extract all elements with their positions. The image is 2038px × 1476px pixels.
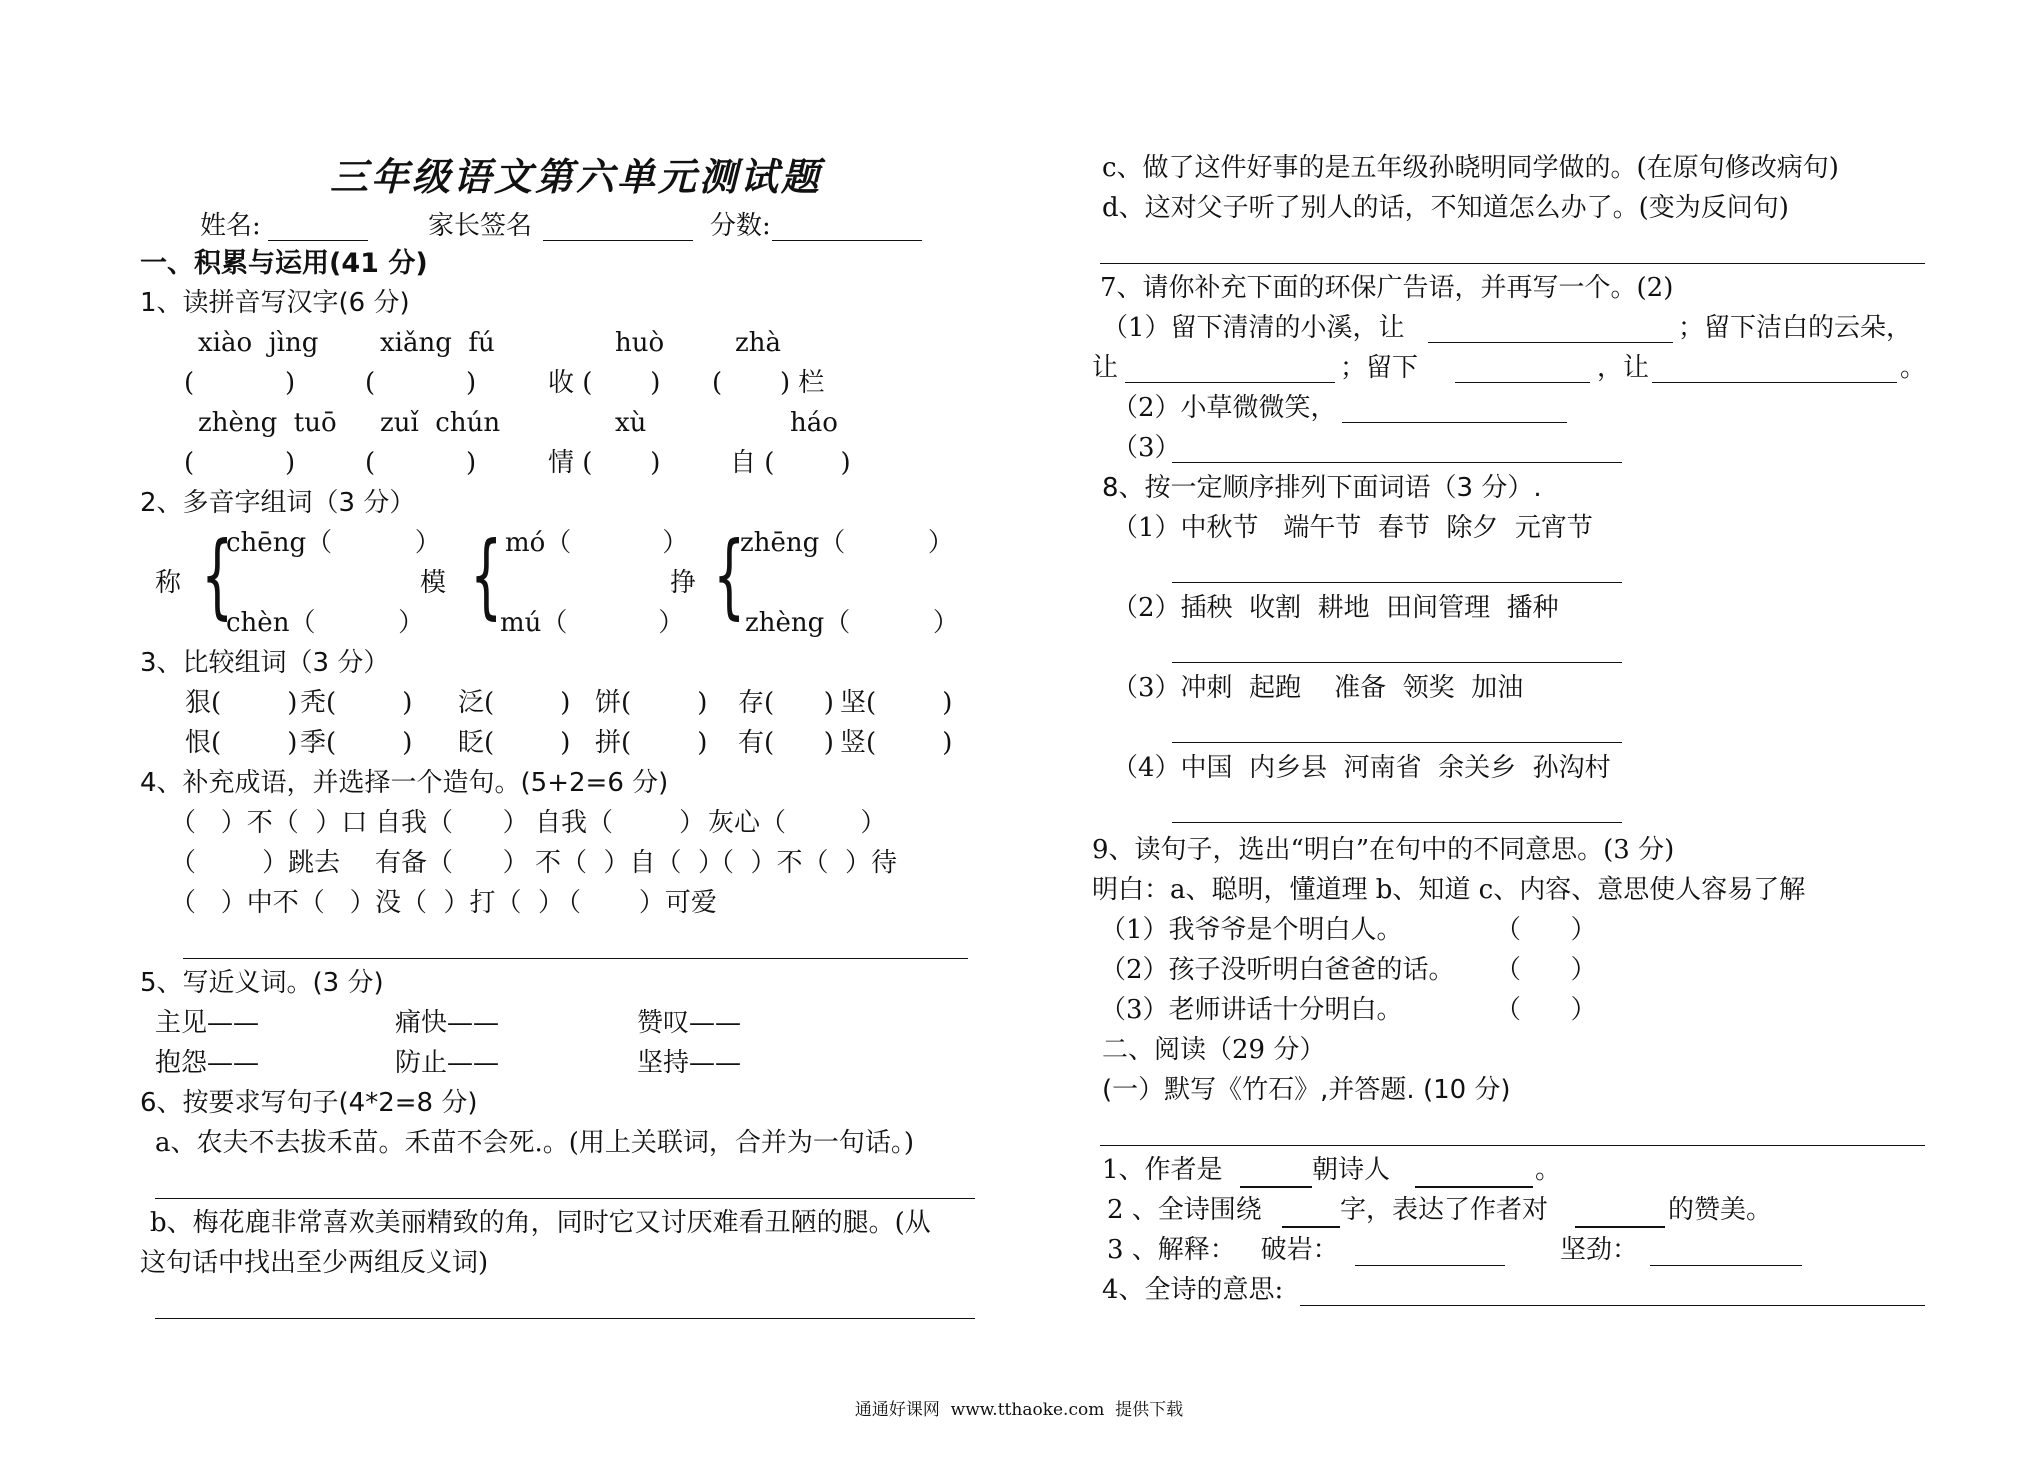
brace-icon: { — [201, 522, 234, 629]
q7-blank[interactable] — [1172, 462, 1622, 463]
q3-item[interactable]: 竖( ) — [840, 728, 953, 758]
q4-idiom[interactable]: 不（ ）自（ ） — [535, 848, 725, 878]
poem-answer-line[interactable] — [1100, 1145, 1925, 1146]
q3-item[interactable]: 饼( ) — [595, 688, 708, 718]
q7-line1-cont: ；留下洁白的云朵， — [1678, 313, 1913, 343]
part2-sub1: (一）默写《竹石》,并答题. (10 分) — [1102, 1075, 1511, 1105]
q7-title: 7、请你补充下面的环保广告语，并再写一个。(2) — [1100, 273, 1674, 303]
p2-q2-cont: 字，表达了作者对 — [1340, 1195, 1549, 1225]
q2-reading[interactable]: chēng（ ） — [226, 528, 441, 558]
q8-item: （1）中秋节 端午节 春节 除夕 元宵节 — [1112, 513, 1593, 543]
q8-answer-line[interactable] — [1172, 822, 1622, 823]
q2-reading[interactable]: zhèng（ ） — [745, 608, 959, 638]
q5-word[interactable]: 痛快—— — [395, 1008, 500, 1038]
q2-title: 2、多音字组词（3 分） — [140, 488, 416, 518]
q1-pinyin: háo — [790, 408, 838, 438]
q4-idiom[interactable]: 自我（ ） — [375, 808, 529, 838]
q3-item[interactable]: 狠( ) — [185, 688, 298, 718]
q1-pinyin: zhà — [735, 328, 781, 358]
q7-blank[interactable] — [1455, 382, 1590, 383]
p2-blank[interactable] — [1240, 1186, 1312, 1188]
q8-item: （2）插秧 收割 耕地 田间管理 播种 — [1112, 593, 1559, 623]
q2-char: 称 — [155, 568, 182, 598]
page-title: 三年级语文第六单元测试题 — [330, 154, 823, 199]
q1-answer-box[interactable]: ( ) 栏 — [712, 368, 825, 398]
score-blank[interactable] — [772, 240, 922, 241]
q3-title: 3、比较组词（3 分） — [140, 648, 390, 678]
q6-title: 6、按要求写句子(4*2=8 分) — [140, 1088, 478, 1118]
q1-answer-box[interactable]: 情 ( ) — [548, 448, 661, 478]
q1-pinyin: xiǎng fú — [380, 328, 495, 358]
p2-q2: 2 、全诗围绕 — [1107, 1195, 1262, 1225]
q9-answer-box[interactable]: （ ） — [1495, 915, 1597, 945]
q9-answer-box[interactable]: （ ） — [1495, 955, 1597, 985]
q1-answer-box[interactable]: ( ) — [184, 368, 296, 398]
q2-char: 挣 — [670, 568, 697, 598]
q8-title: 8、按一定顺序排列下面词语（3 分）. — [1102, 473, 1542, 503]
q7-blank[interactable] — [1652, 382, 1897, 383]
q3-item[interactable]: 坚( ) — [840, 688, 953, 718]
q4-idiom[interactable]: （ ）不（ ）口 — [170, 808, 368, 838]
p2-q3: 3 、解释： 破岩： — [1107, 1235, 1339, 1265]
q9-title: 9、读句子，选出“明白”在句中的不同意思。(3 分) — [1092, 835, 1675, 865]
p2-blank[interactable] — [1282, 1226, 1340, 1228]
q7-line2-mid2: ，让 — [1597, 353, 1650, 383]
q9-item: （1）我爷爷是个明白人。 — [1100, 915, 1403, 945]
q4-idiom[interactable]: （ ）不（ ）待 — [708, 848, 898, 878]
q1-pinyin: zhèng tuō — [198, 408, 337, 438]
q3-item[interactable]: 恨( ) — [185, 728, 298, 758]
p2-blank[interactable] — [1415, 1186, 1533, 1188]
q2-reading[interactable]: mú（ ） — [500, 608, 685, 638]
q8-answer-line[interactable] — [1172, 582, 1622, 583]
q9-meanings: 明白：a、聪明，懂道理 b、知道 c、内容、意思使人容易了解 — [1092, 875, 1806, 905]
q1-answer-box[interactable]: ( ) — [365, 368, 477, 398]
q3-item[interactable]: 拼( ) — [595, 728, 708, 758]
q1-pinyin: xù — [615, 408, 647, 438]
q3-item[interactable]: 眨( ) — [458, 728, 571, 758]
q4-idiom[interactable]: 有备（ ） — [375, 848, 529, 878]
parent-sign-blank[interactable] — [543, 240, 693, 241]
q7-line2-start: 让 — [1092, 353, 1119, 383]
p2-blank[interactable] — [1650, 1265, 1802, 1266]
q3-item[interactable]: 季( ) — [300, 728, 413, 758]
p2-q3-cont: 坚劲： — [1560, 1235, 1639, 1265]
p2-q1-end: 。 — [1535, 1155, 1562, 1185]
q2-char: 模 — [420, 568, 447, 598]
q8-item: （3）冲刺 起跑 准备 领奖 加油 — [1112, 673, 1524, 703]
q1-answer-box[interactable]: ( ) — [365, 448, 477, 478]
q7-line2-end: 。 — [1900, 353, 1927, 383]
q7-item-3: （3） — [1112, 433, 1181, 463]
q8-answer-line[interactable] — [1172, 662, 1622, 663]
q4-idiom[interactable]: （ ）中不（ ） — [170, 888, 376, 918]
q3-item[interactable]: 存( ) — [738, 688, 834, 718]
q9-item: （2）孩子没听明白爸爸的话。 — [1100, 955, 1455, 985]
q1-title: 1、读拼音写汉字(6 分) — [140, 288, 410, 318]
q3-item[interactable]: 泛( ) — [458, 688, 571, 718]
q1-pinyin: huò — [615, 328, 665, 358]
q4-idiom[interactable]: 自我（ ） — [535, 808, 706, 838]
p2-blank[interactable] — [1575, 1226, 1665, 1228]
q1-answer-box[interactable]: ( ) — [184, 448, 296, 478]
brace-icon: { — [470, 522, 503, 629]
p2-q1: 1、作者是 — [1102, 1155, 1223, 1185]
p2-blank[interactable] — [1300, 1305, 1925, 1306]
q7-line2-mid: ；留下 — [1340, 353, 1419, 383]
footer-credit: 通通好课网 www.tthaoke.com 提供下载 — [854, 1400, 1184, 1420]
score-label: 分数: — [710, 211, 771, 241]
q7-item-2: （2）小草微微笑， — [1112, 393, 1337, 423]
q4-idiom[interactable]: （ ）跳去 — [170, 848, 341, 878]
q4-title: 4、补充成语，并选择一个造句。(5+2=6 分) — [140, 768, 669, 798]
q3-item[interactable]: 秃( ) — [300, 688, 413, 718]
p2-q1-cont: 朝诗人 — [1312, 1155, 1391, 1185]
q5-word[interactable]: 防止—— — [395, 1048, 500, 1078]
q4-answer-line[interactable] — [183, 958, 968, 959]
p2-q2-end: 的赞美。 — [1668, 1195, 1773, 1225]
q5-word[interactable]: 坚持—— — [637, 1048, 742, 1078]
q6-item-c: c、做了这件好事的是五年级孙晓明同学做的。(在原句修改病句) — [1102, 153, 1839, 183]
q4-idiom[interactable]: （ ）可爱 — [555, 888, 717, 918]
q5-title: 5、写近义词。(3 分) — [140, 968, 384, 998]
q1-pinyin: zuǐ chún — [380, 408, 501, 438]
q1-pinyin: xiào jìng — [198, 328, 319, 358]
q6-item-b-cont: 这句话中找出至少两组反义词) — [140, 1248, 489, 1278]
q6-item-b: b、梅花鹿非常喜欢美丽精致的角，同时它又讨厌难看丑陋的腿。(从 — [150, 1208, 931, 1238]
name-blank[interactable] — [268, 240, 368, 241]
q6-cd-answer-line[interactable] — [1100, 263, 1925, 264]
q1-answer-box[interactable]: 收 ( ) — [548, 368, 661, 398]
q5-word[interactable]: 赞叹—— — [637, 1008, 742, 1038]
q1-answer-box[interactable]: 自 ( ) — [730, 448, 851, 478]
brace-icon: { — [713, 522, 746, 629]
q4-idiom[interactable]: 灰心（ ） — [708, 808, 887, 838]
q9-answer-box[interactable]: （ ） — [1495, 995, 1597, 1025]
q6-b-answer-line[interactable] — [155, 1318, 975, 1319]
q7-blank[interactable] — [1342, 422, 1567, 423]
q2-reading[interactable]: chèn（ ） — [226, 608, 425, 638]
q6-item-a: a、农夫不去拔禾苗。禾苗不会死.。(用上关联词，合并为一句话。) — [155, 1128, 915, 1158]
part1-heading: 一、积累与运用(41 分) — [140, 248, 428, 279]
q2-reading[interactable]: zhēng（ ） — [740, 528, 954, 558]
p2-q4: 4、全诗的意思: — [1102, 1275, 1284, 1305]
q7-line1: （1）留下清清的小溪，让 — [1102, 313, 1405, 343]
q2-reading[interactable]: mó（ ） — [505, 528, 689, 558]
part2-heading: 二、阅读（29 分） — [1102, 1035, 1326, 1065]
q3-item[interactable]: 有( ) — [738, 728, 834, 758]
q8-item: （4）中国 内乡县 河南省 余关乡 孙沟村 — [1112, 753, 1611, 783]
q7-blank[interactable] — [1125, 382, 1335, 383]
q6-a-answer-line[interactable] — [155, 1198, 975, 1199]
q4-idiom[interactable]: 没（ ）打（ ） — [375, 888, 565, 918]
q6-item-d: d、这对父子听了别人的话，不知道怎么办了。(变为反问句) — [1102, 193, 1789, 223]
q9-item: （3）老师讲话十分明白。 — [1100, 995, 1403, 1025]
p2-blank[interactable] — [1355, 1265, 1505, 1266]
q5-word[interactable]: 抱怨—— — [155, 1048, 260, 1078]
q5-word[interactable]: 主见—— — [155, 1008, 260, 1038]
parent-sign-label: 家长签名 — [428, 211, 533, 241]
q7-blank[interactable] — [1428, 342, 1673, 343]
q8-answer-line[interactable] — [1172, 742, 1622, 743]
name-label: 姓名: — [200, 211, 261, 241]
